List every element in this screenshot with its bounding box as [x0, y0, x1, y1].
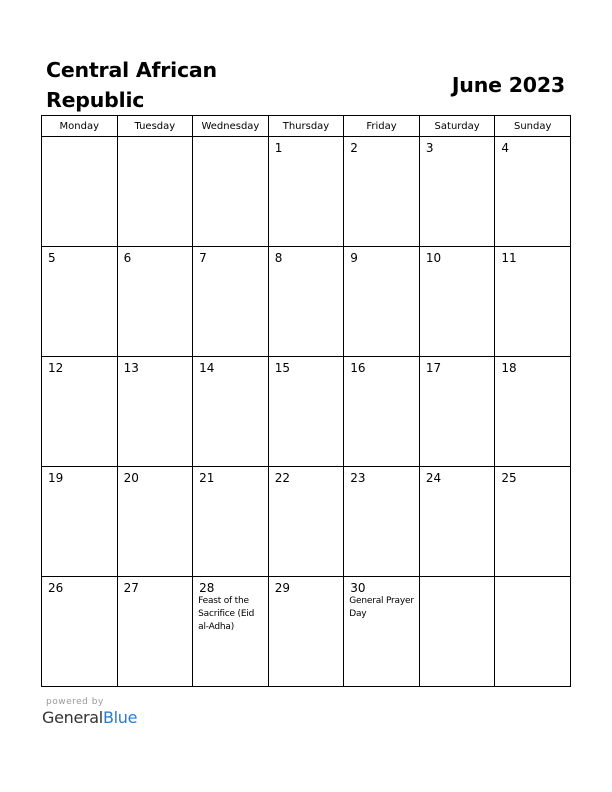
- day-cell: [193, 467, 269, 577]
- day-cell: [193, 247, 269, 357]
- day-number: 7: [199, 251, 207, 265]
- day-number: 18: [501, 361, 517, 375]
- day-cell: [117, 357, 193, 467]
- day-cell: [495, 247, 571, 357]
- calendar-month-title: June 2023: [451, 73, 565, 97]
- day-number: 9: [350, 251, 358, 265]
- day-number: 24: [425, 471, 442, 485]
- weekday-header: Sunday: [495, 116, 571, 137]
- day-cell: [42, 247, 118, 357]
- weekday-header-row: [42, 116, 571, 137]
- day-cell: [495, 137, 571, 247]
- week-row: [42, 247, 571, 357]
- day-cell: [42, 357, 118, 467]
- day-cell: [495, 357, 571, 467]
- day-cell: [193, 577, 269, 687]
- day-cell: [117, 467, 193, 577]
- day-number: 20: [123, 471, 139, 485]
- day-number: 13: [123, 361, 139, 375]
- day-cell: [419, 357, 495, 467]
- day-cell: [344, 137, 420, 247]
- day-cell: [344, 357, 420, 467]
- day-cell: [117, 137, 193, 247]
- powered-by-label: powered by: [46, 697, 104, 707]
- day-cell: [42, 137, 118, 247]
- day-cell: [117, 577, 193, 687]
- day-number: 23: [350, 471, 366, 485]
- day-number: 27: [123, 581, 139, 595]
- day-number: 10: [425, 251, 442, 265]
- day-cell: [419, 467, 495, 577]
- day-cell: [193, 357, 269, 467]
- weekday-header: Saturday: [419, 116, 495, 137]
- day-cell: [268, 247, 344, 357]
- calendar-grid: [41, 115, 571, 687]
- week-row: [42, 467, 571, 577]
- holiday-label: Feast of the Sacrifice (Eid al-Adha): [198, 596, 255, 632]
- day-number: 28: [199, 581, 215, 595]
- day-number: 4: [501, 141, 510, 155]
- holiday-label: General Prayer Day: [349, 596, 414, 619]
- day-number: 2: [350, 141, 358, 155]
- day-number: 22: [274, 471, 290, 485]
- day-cell: [344, 247, 420, 357]
- week-row: [42, 137, 571, 247]
- day-cell: [495, 467, 571, 577]
- weekday-header: Monday: [42, 116, 118, 137]
- logo-text-general: General: [42, 708, 103, 727]
- weekday-header: Friday: [344, 116, 420, 137]
- day-cell: [268, 467, 344, 577]
- day-cell: [344, 577, 420, 687]
- day-number: 21: [199, 471, 215, 485]
- day-number: 29: [274, 581, 290, 595]
- weekday-header: Thursday: [268, 116, 344, 137]
- day-cell: [419, 247, 495, 357]
- generalblue-logo[interactable]: [42, 708, 137, 727]
- day-number: 25: [501, 471, 517, 485]
- day-number: 5: [48, 251, 56, 265]
- day-number: 17: [425, 361, 442, 375]
- day-cell: [42, 577, 118, 687]
- day-cell: [419, 137, 495, 247]
- day-cell: [495, 577, 571, 687]
- week-row: [42, 357, 571, 467]
- day-cell: [193, 137, 269, 247]
- weekday-header: Wednesday: [193, 116, 269, 137]
- day-number: 19: [48, 471, 64, 485]
- day-number: 8: [274, 251, 283, 265]
- day-number: 1: [274, 141, 283, 155]
- day-number: 12: [48, 361, 64, 375]
- day-cell: [42, 467, 118, 577]
- day-cell: [268, 577, 344, 687]
- day-number: 14: [199, 361, 215, 375]
- day-number: 16: [350, 361, 366, 375]
- calendar-country-title: Central African Republic: [46, 58, 217, 112]
- day-cell: [117, 247, 193, 357]
- day-cell: [268, 137, 344, 247]
- day-number: 15: [274, 361, 290, 375]
- day-cell: [344, 467, 420, 577]
- day-number: 30: [350, 581, 366, 595]
- day-cell: [419, 577, 495, 687]
- day-cell: [268, 357, 344, 467]
- week-row: [42, 577, 571, 687]
- day-number: 11: [501, 251, 517, 265]
- day-number: 3: [425, 141, 434, 155]
- day-number: 6: [123, 251, 132, 265]
- weekday-header: Tuesday: [117, 116, 193, 137]
- day-number: 26: [48, 581, 64, 595]
- logo-text-blue: Blue: [102, 708, 138, 727]
